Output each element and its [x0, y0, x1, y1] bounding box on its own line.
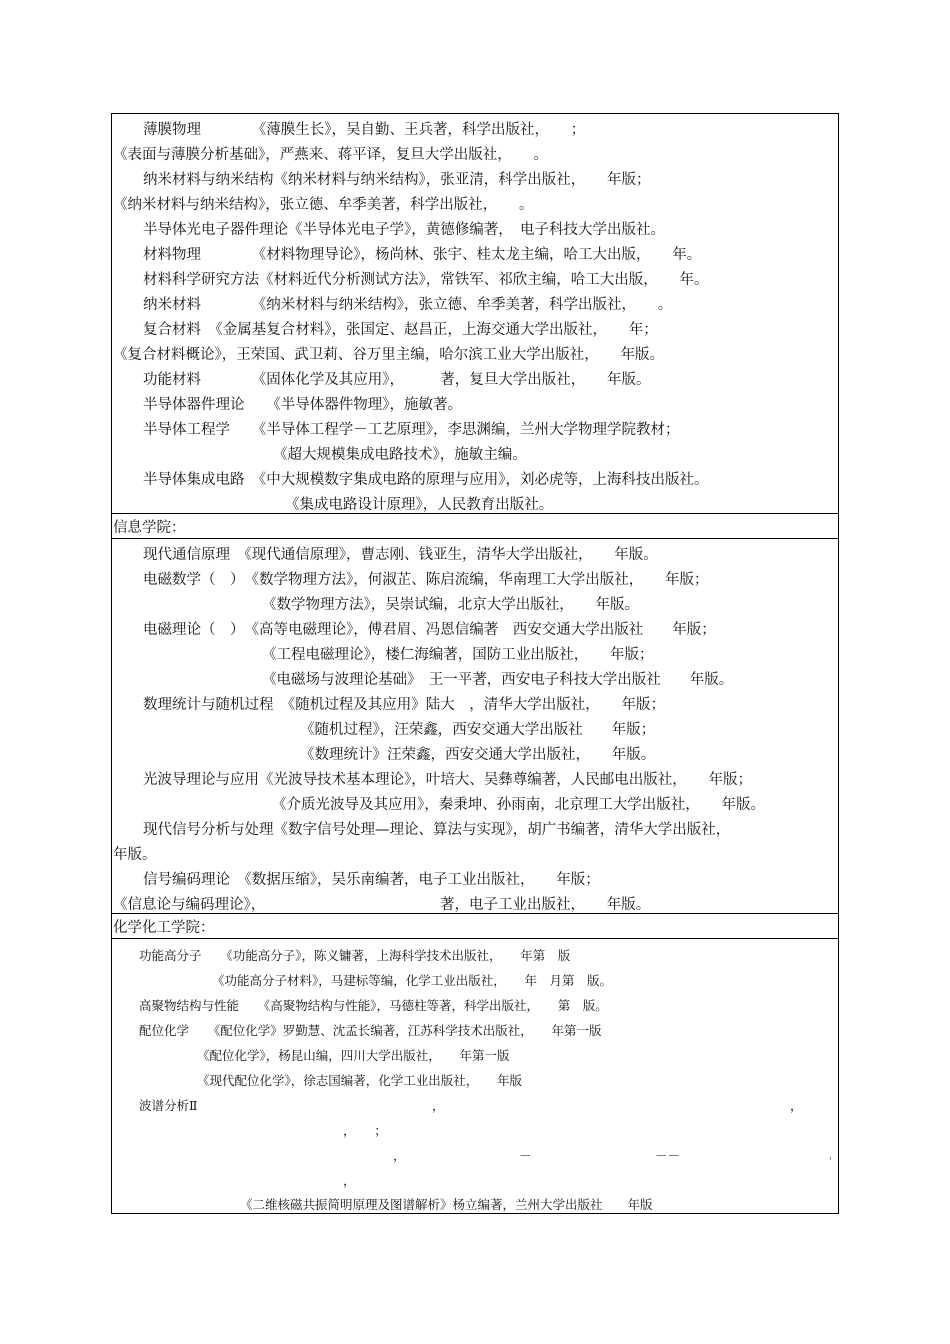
course-line: 信号编码理论 《数据压缩》，吴乐南编著，电子工业出版社， 年版；	[143, 872, 600, 888]
course-line: 材料物理 《材料物理导论》，杨尚林、张宇、桂太龙主编，哈工大出版， 年。	[143, 247, 702, 263]
section-header: 信息学院：	[113, 520, 186, 536]
course-line: 复合材料 《金属基复合材料》，张国定、赵昌正，上海交通大学出版社， 年；	[143, 322, 658, 338]
course-line: 《二维核磁共振简明原理及图谱解析》杨立编著，兰州大学出版社 年版	[240, 1197, 653, 1212]
course-line: 电磁理论（ ） 《高等电磁理论》，傅君眉、冯恩信编著 西安交通大学出版社 年版；	[143, 622, 716, 638]
punctuation-fragment: ，	[343, 1173, 356, 1188]
course-line: 光波导理论与应用《光波导技术基本理论》，叶培大、吴彝尊编著，人民邮电出版社， 年版；	[143, 772, 752, 788]
course-line: 《超大规模集成电路技术》，施敏主编。	[273, 447, 527, 463]
course-line: 年版。	[113, 847, 157, 863]
course-line: 《工程电磁理论》，楼仁海编著，国防工业出版社， 年版；	[262, 647, 654, 663]
punctuation-fragment: ，	[393, 1148, 406, 1163]
course-line: 《配位化学》，杨昆山编，四川大学出版社， 年第一版	[197, 1048, 510, 1063]
course-line: 薄膜物理 《薄膜生长》，吴自勤、王兵著，科学出版社， ；	[143, 122, 586, 138]
course-line: 《介质光波导及其应用》，秦秉坤、孙雨南，北京理工大学出版社， 年版。	[272, 797, 765, 813]
course-line: 《纳米材料与纳米结构》，张立德、牟季美著，科学出版社， 。	[113, 197, 534, 213]
section-header: 化学化工学院：	[113, 920, 215, 936]
course-line: 波谱分析Ⅱ	[139, 1098, 198, 1113]
course-line: 半导体集成电路 《中大规模数字集成电路的原理与应用》，刘必虎等，上海科技出版社。	[143, 472, 709, 488]
punctuation-fragment: ，	[790, 1098, 803, 1113]
course-line: 《现代配位化学》，徐志国编著，化学工业出版社， 年版	[197, 1073, 523, 1088]
section-divider	[111, 538, 839, 539]
course-line: 《功能高分子材料》，马建标等编，化学工业出版社， 年 月第 版。	[212, 973, 613, 988]
punctuation-fragment: ，	[432, 1098, 445, 1113]
course-line: 《电磁场与波理论基础》 王一平著，西安电子科技大学出版社 年版。	[262, 672, 734, 688]
course-line: 《表面与薄膜分析基础》，严燕来、蒋平译，复旦大学出版社， 。	[113, 147, 548, 163]
course-line: 现代信号分析与处理《数字信号处理—理论、算法与实现》，胡广书编著，清华大学出版社，	[143, 822, 731, 838]
punctuation-fragment: ，	[829, 1151, 837, 1160]
section-divider	[111, 938, 839, 939]
course-line: 著，电子工业出版社， 年版。	[440, 897, 651, 913]
course-line: 半导体光电子器件理论《半导体光电子学》，黄德修编著， 电子科技大学出版社。	[143, 222, 665, 238]
course-line: 半导体工程学 《半导体工程学－工艺原理》，李思渊编，兰州大学物理学院教材；	[143, 422, 680, 438]
course-line: 高聚物结构与性能 《高聚物结构与性能》，马德柱等著，科学出版社， 第 版。	[139, 998, 608, 1013]
course-line: 《信息论与编码理论》，	[113, 897, 266, 913]
course-line: 《数学物理方法》，吴崇试编，北京大学出版社， 年版。	[262, 597, 639, 613]
course-line: 数理统计与随机过程 《随机过程及其应用》陆大 ，清华大学出版社， 年版；	[143, 697, 665, 713]
punctuation-fragment: ， ；	[343, 1123, 387, 1138]
punctuation-fragment: －－	[655, 1148, 681, 1163]
course-line: 材料科学研究方法《材料近代分析测试方法》，常铁军、祁欣主编，哈工大出版， 年。	[143, 272, 709, 288]
course-line: 《复合材料概论》，王荣国、武卫莉、谷万里主编，哈尔滨工业大学出版社， 年版。	[113, 347, 664, 363]
course-line: 功能高分子 《功能高分子》，陈义镛著，上海科学技术出版社， 年第 版	[139, 948, 571, 963]
course-line: 功能材料 《固体化学及其应用》， 著，复旦大学出版社， 年版。	[143, 372, 651, 388]
course-line: 纳米材料 《纳米材料与纳米结构》，张立德、牟季美著，科学出版社， 。	[143, 297, 673, 313]
course-line: 半导体器件理论 《半导体器件物理》，施敏著。	[143, 397, 462, 413]
course-line: 《集成电路设计原理》，人民教育出版社。	[285, 497, 554, 513]
course-line: 配位化学 《配位化学》罗勤慧、沈孟长编著，江苏科学技术出版社， 年第一版	[139, 1023, 602, 1038]
course-line: 纳米材料与纳米结构《纳米材料与纳米结构》，张亚清，科学出版社， 年版；	[143, 172, 651, 188]
course-line: 电磁数学（ ） 《数学物理方法》，何淑芷、陈启流编，华南理工大学出版社， 年版；	[143, 572, 709, 588]
course-line: 《随机过程》，汪荣鑫，西安交通大学出版社 年版；	[300, 722, 656, 738]
punctuation-fragment: －	[519, 1148, 532, 1163]
course-line: 现代通信原理 《现代通信原理》，曹志刚、钱亚生，清华大学出版社， 年版。	[143, 547, 658, 563]
course-line: 《数理统计》汪荣鑫，西安交通大学出版社， 年版。	[300, 747, 656, 763]
